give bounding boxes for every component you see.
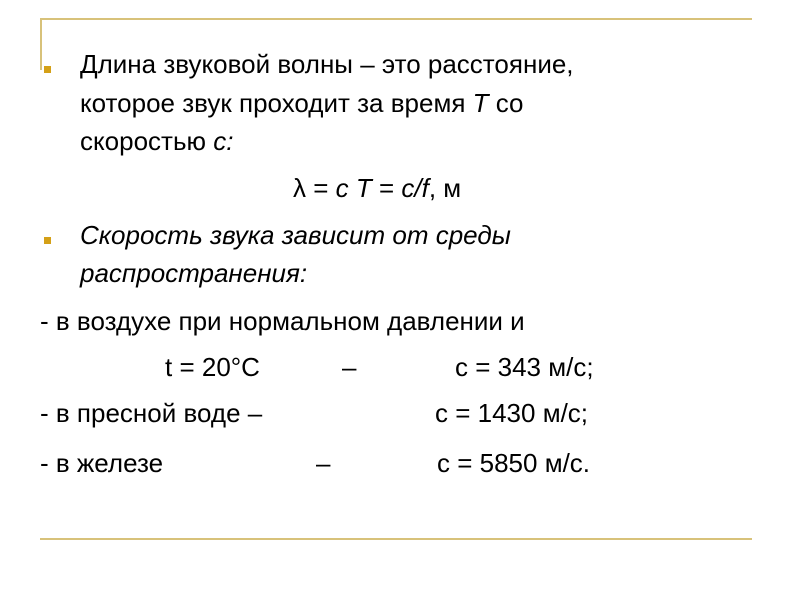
bullet1-line2 <box>80 87 524 119</box>
bullet-marker <box>44 237 51 244</box>
formula-c: c <box>335 173 349 203</box>
bullet2-line1: Скорость звука зависит от среды <box>80 220 511 250</box>
formula-T: T <box>355 173 372 203</box>
bullet1-line1: Длина звуковой волны – это расстояние, <box>80 49 574 79</box>
air-condition: t = 20°C <box>165 352 260 382</box>
left-rule <box>40 18 42 70</box>
speed-variable: c: <box>213 126 234 156</box>
air-dash: – <box>342 352 357 382</box>
formula-lambda: λ = <box>293 173 336 203</box>
air-speed: c = 343 м/с; <box>455 352 594 382</box>
bullet-marker <box>44 66 51 73</box>
bullet1-line3 <box>80 125 233 157</box>
bullet2-line2: распространения: <box>80 258 308 288</box>
wavelength-formula <box>293 172 461 204</box>
iron-dash: – <box>316 448 331 478</box>
air-line: - в воздухе при нормальном давлении и <box>40 306 525 336</box>
bullet1-line2-prefix: которое звук проходит за время <box>80 88 473 118</box>
formula-c-over-f: c/f <box>401 173 429 203</box>
bottom-rule <box>40 538 752 540</box>
top-rule <box>40 18 752 20</box>
bullet1-line3-prefix: скоростью <box>80 126 214 156</box>
bullet1-line2-suffix: со <box>488 88 524 118</box>
iron-label: - в железе <box>40 448 164 478</box>
water-speed: c = 1430 м/с; <box>435 398 589 428</box>
water-label: - в пресной воде – <box>40 398 263 428</box>
formula-equals: = <box>371 173 402 203</box>
formula-space <box>349 173 356 203</box>
iron-speed: c = 5850 м/с. <box>437 448 591 478</box>
time-variable: T <box>472 88 489 118</box>
formula-unit: , м <box>428 173 462 203</box>
